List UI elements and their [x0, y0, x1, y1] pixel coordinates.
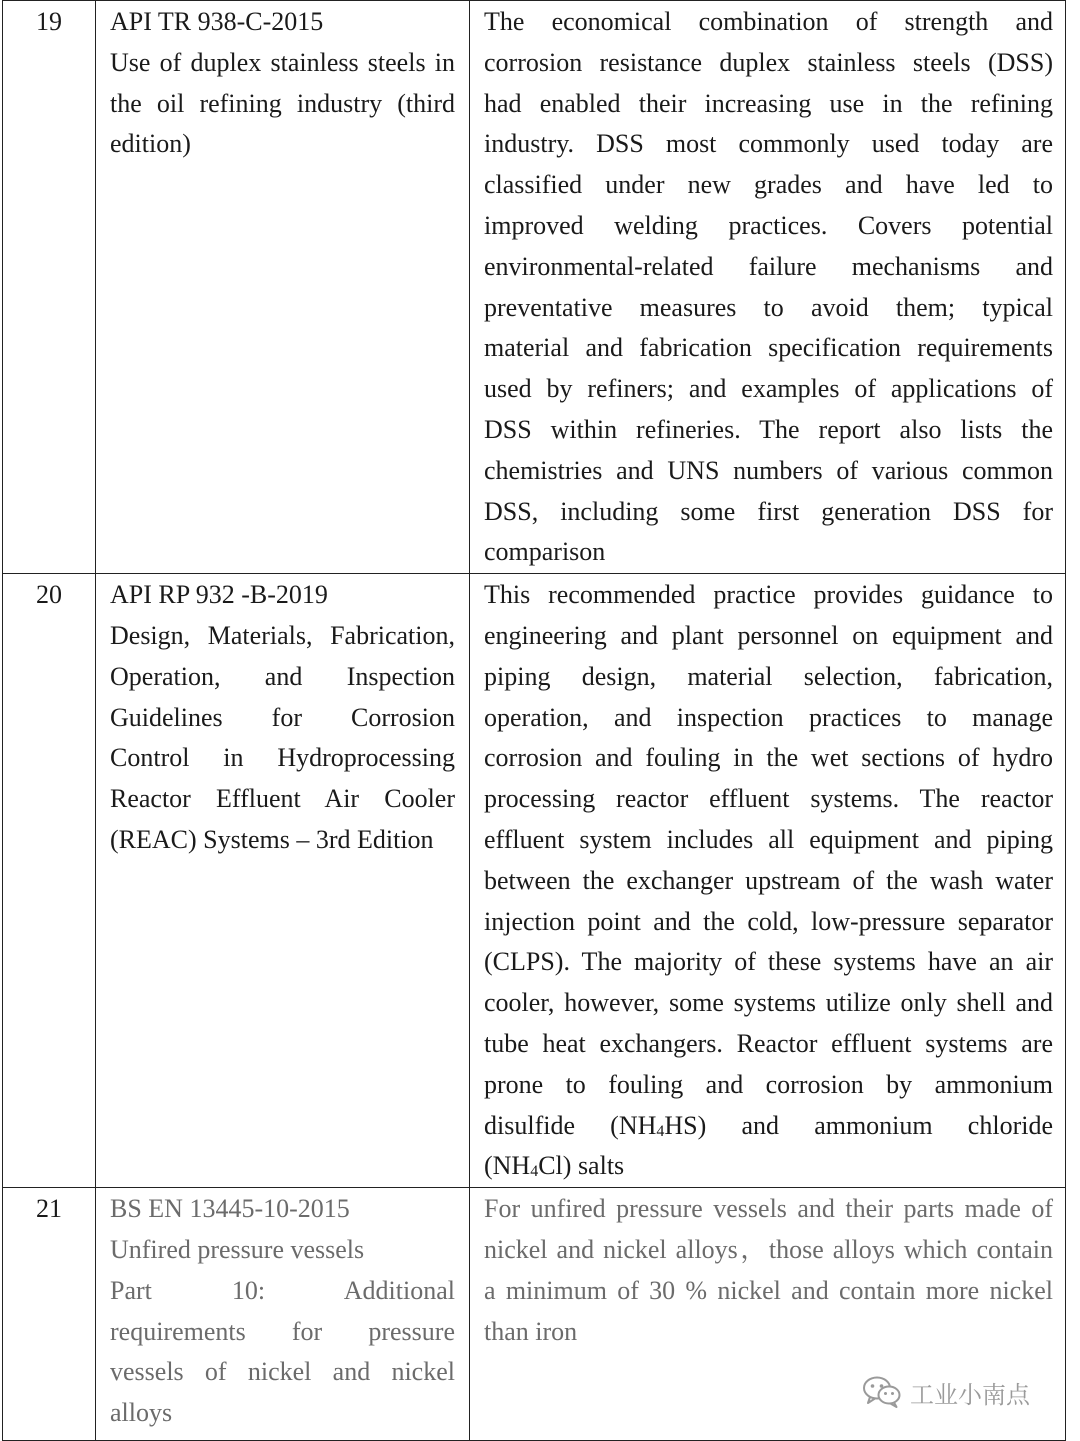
- formula-subscript: 4: [530, 1163, 539, 1181]
- description-line: cooler, however, some systems utilize only shell and: [484, 988, 1053, 1018]
- wechat-icon: [862, 1375, 902, 1409]
- description-line: had enabled their increasing use in the refining: [484, 88, 1053, 118]
- description-line: piping design, material selection, fabrication,: [484, 661, 1053, 691]
- description-line: engineering and plant personnel on equipment and: [484, 620, 1053, 650]
- watermark: [862, 1372, 1030, 1412]
- description-line: nickel and nickel alloys，those alloys which contain: [484, 1234, 1053, 1264]
- description-line: a minimum of 30 % nickel and contain more nickel: [484, 1275, 1053, 1305]
- standards-table: [2, 0, 1066, 1441]
- standard-title-line: edition): [110, 129, 191, 159]
- description-line: prone to fouling and corrosion by ammonium: [484, 1069, 1053, 1099]
- formula-subscript: 4: [656, 1122, 665, 1140]
- description-line: For unfired pressure vessels and their parts made of: [484, 1194, 1053, 1224]
- description-line: The economical combination of strength and: [484, 7, 1053, 36]
- description-line: comparison: [484, 537, 606, 567]
- description-cell: [470, 1, 1066, 574]
- description-line: material and fabrication specification requirements: [484, 333, 1053, 363]
- description-line: This recommended practice provides guidance to: [484, 580, 1053, 610]
- standard-title-cell: [96, 1188, 470, 1441]
- standard-title-line: alloys: [110, 1398, 173, 1428]
- row-number: 19: [36, 7, 62, 36]
- row-number: 20: [36, 580, 62, 610]
- standard-title-line: (REAC) Systems – 3rd Edition: [110, 824, 434, 854]
- row-number: 21: [36, 1194, 62, 1224]
- description-line: (CLPS). The majority of these systems have an air: [484, 947, 1053, 977]
- row-number-cell: [3, 1188, 96, 1441]
- standard-title-line: Operation, and Inspection: [110, 661, 455, 691]
- formula-text: (NH: [484, 1151, 531, 1181]
- standard-title-line: Use of duplex stainless steels in: [110, 47, 455, 77]
- description-line: between the exchanger upstream of the wash water: [484, 865, 1053, 895]
- description-line: corrosion resistance duplex stainless steels (DSS): [484, 47, 1053, 77]
- description-line: than iron: [484, 1316, 578, 1346]
- description-line: DSS, including some first generation DSS for: [484, 496, 1053, 526]
- standard-title-line: Reactor Effluent Air Cooler: [110, 784, 455, 814]
- standard-title-cell: [96, 574, 470, 1188]
- standard-code: BS EN 13445-10-2015: [110, 1194, 350, 1224]
- description-line: used by refiners; and examples of applications of: [484, 374, 1053, 404]
- description-line: operation, and inspection practices to manage: [484, 702, 1053, 732]
- formula-text: disulfide (NH: [484, 1110, 657, 1140]
- formula-text: Cl) salts: [538, 1151, 625, 1181]
- watermark-text: 工业小南点: [910, 1380, 1030, 1409]
- standard-title-line: the oil refining industry (third: [110, 88, 455, 118]
- standard-title-line: requirements for pressure: [110, 1316, 455, 1346]
- description-line: corrosion and fouling in the wet sections of hydro: [484, 743, 1053, 773]
- table-row: [3, 1, 1066, 574]
- table-row: [3, 574, 1066, 1188]
- formula-line: [484, 1146, 1053, 1187]
- description-line: processing reactor effluent systems. The reactor: [484, 784, 1053, 814]
- formula-line: [484, 1106, 1053, 1147]
- standard-title-line: Guidelines for Corrosion: [110, 702, 455, 732]
- description-line: environmental-related failure mechanisms and: [484, 251, 1053, 281]
- description-line: injection point and the cold, low-pressure separator: [484, 906, 1053, 936]
- standard-code: API TR 938-C-2015: [110, 7, 324, 36]
- standard-title-line: Unfired pressure vessels: [110, 1234, 365, 1264]
- description-line: improved welding practices. Covers potential: [484, 210, 1053, 240]
- description-line: classified under new grades and have led to: [484, 170, 1053, 200]
- description-line: industry. DSS most commonly used today are: [484, 129, 1053, 159]
- standard-title-line: Control in Hydroprocessing: [110, 743, 455, 773]
- standard-code: API RP 932 -B-2019: [110, 580, 328, 610]
- standard-title-line: Design, Materials, Fabrication,: [110, 620, 455, 650]
- standard-title-cell: [96, 1, 470, 574]
- description-cell: [470, 574, 1066, 1188]
- description-line: effluent system includes all equipment and piping: [484, 824, 1053, 854]
- standard-title-line: vessels of nickel and nickel: [110, 1357, 455, 1387]
- formula-text: HS) and ammonium chloride: [664, 1110, 1053, 1140]
- row-number-cell: [3, 1, 96, 574]
- description-line: preventative measures to avoid them; typical: [484, 292, 1053, 322]
- description-line: tube heat exchangers. Reactor effluent systems are: [484, 1028, 1053, 1058]
- standard-title-line: Part 10: Additional: [110, 1275, 455, 1305]
- row-number-cell: [3, 574, 96, 1188]
- description-line: chemistries and UNS numbers of various common: [484, 455, 1053, 485]
- description-line: DSS within refineries. The report also lists the: [484, 414, 1053, 444]
